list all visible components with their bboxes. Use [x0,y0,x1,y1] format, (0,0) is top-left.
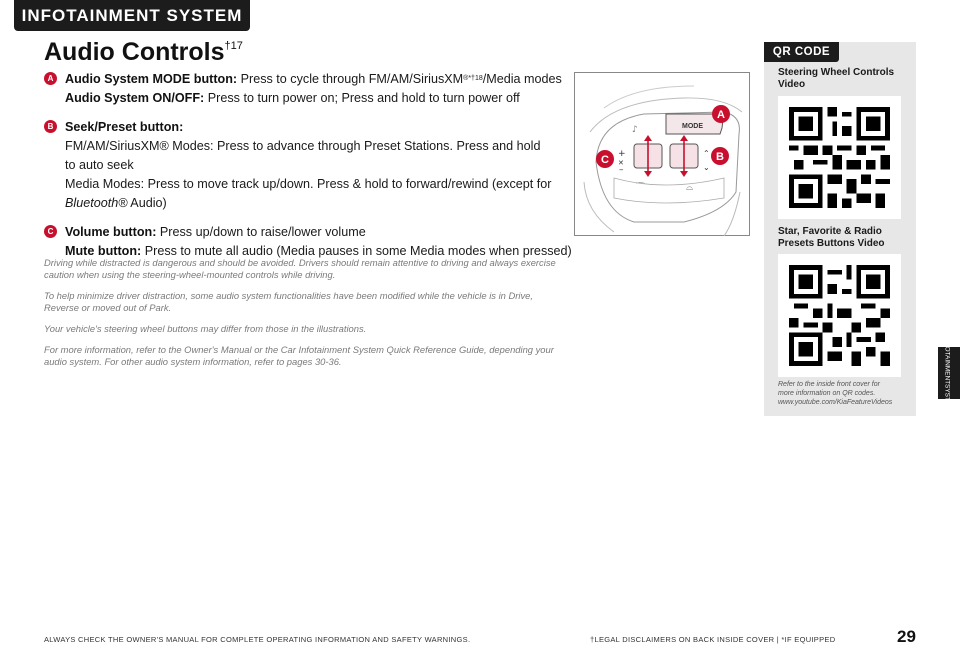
item-line [65,223,564,242]
plus-icon: + [618,149,626,159]
minus-icon: – [619,165,624,175]
item-line-bold: Audio System MODE button: [65,72,238,86]
qr2-label: Star, Favorite & Radio Presets Buttons Video [778,226,885,249]
steering-wheel-diagram [574,72,750,236]
page-title-text: Audio Controls [44,38,225,66]
callout-a-label: A [717,109,725,121]
page-title-footnote: †17 [224,40,243,52]
note: To help minimize driver distraction, some audio system functionalities have been modified while the vehicle is in Drive, Reverse or moved out of Park. [44,290,533,313]
qr-code-icon [789,107,890,208]
side-section-tab-label [936,335,958,411]
item-line [65,70,564,89]
section-header-tab [14,0,250,31]
safety-notes [44,257,559,377]
footer-warning: ALWAYS CHECK THE OWNER'S MANUAL FOR COMPLETE OPERATING INFORMATION AND SAFETY WARNINGS. [44,635,471,644]
item-line [65,194,564,213]
item-line-text: Audio) [127,196,167,210]
qr-ref-link[interactable]: www.youtube.com/KiaFeatureVideos [778,399,893,406]
badge-c: C [44,225,57,238]
item-line-bold: Volume button: [65,225,157,239]
qr-ref-line: more information on QR codes. [778,390,876,397]
chevron-up-icon: ⌃ [703,149,710,158]
item-line [65,137,564,156]
phone-end-icon: ⌓ [686,183,694,193]
note: Driving while distracted is dangerous and should be avoided. Drivers should remain attentive to driving and always exercise caution when using the steering-wheel-mounted controls while driving. [44,257,556,280]
item-line-italic: Bluetooth® [65,196,128,210]
callout-b-label: B [716,151,724,163]
item-volume-button [44,223,572,261]
badge-b: B [44,120,57,133]
qr-code-1[interactable] [778,96,901,219]
page-title [44,38,243,67]
item-line [65,175,564,194]
item-line-text: Press to cycle through FM/AM/SiriusXM [237,72,464,86]
item-line-text: Media Modes: Press to move track up/down. Press & hold to forward/rewind (except for [65,177,552,191]
item-line-bold: Mute button: [65,244,142,258]
item-line [65,156,564,175]
phone-call-icon: ⌒ [636,183,646,193]
voice-icon: ♪ [632,125,638,135]
item-line [65,89,564,108]
mode-button-label: MODE [682,123,703,130]
qr-reference-note [778,380,914,407]
qr-code-icon [789,265,890,366]
footer-disclaimer: †LEGAL DISCLAIMERS ON BACK INSIDE COVER | *IF EQUIPPED [590,635,836,644]
qr-code-2[interactable] [778,254,901,377]
side-tab-line1: INFOTAINMENT [943,335,951,384]
item-line-text: to auto seek [65,158,134,172]
badge-a: A [44,72,57,85]
item-line-text: Press to turn power on; Press and hold to turn power off [204,91,520,105]
qr-code-tab [764,42,839,62]
note: Your vehicle's steering wheel buttons may differ from those in the illustrations. [44,323,367,334]
item-line [65,118,564,137]
item-line-sup: ®*†18 [463,75,483,82]
item-line-text: FM/AM/SiriusXM® Modes: Press to advance through Preset Stations. Press and hold [65,139,541,153]
item-line-text2: /Media modes [482,72,562,86]
page-number: 29 [897,627,916,646]
qr-code-tab-label: QR CODE [772,46,831,58]
mute-icon: ✕ [618,159,624,167]
note: For more information, refer to the Owner's Manual or the Car Infotainment System Quick Reference Guide, depending your audio system. For other audio system information, refer to pages 30-36. [44,344,554,367]
item-seek-button [44,118,564,213]
item-line-text: Press up/down to raise/lower volume [156,225,366,239]
qr-ref-line: Refer to the inside front cover for [778,381,880,388]
content-list [44,70,572,271]
qr1-label: Steering Wheel Controls Video [778,67,895,90]
side-tab-line2: SYSTEM [943,383,951,411]
item-mode-button [44,70,564,108]
item-line-bold: Seek/Preset button: [65,120,184,134]
item-line-text: Press to mute all audio (Media pauses in some Media modes when pressed) [141,244,572,258]
item-line-bold: Audio System ON/OFF: [65,91,205,105]
chevron-down-icon: ⌄ [703,163,710,172]
section-header-label: INFOTAINMENT SYSTEM [21,5,243,25]
callout-c-label: C [601,154,609,166]
